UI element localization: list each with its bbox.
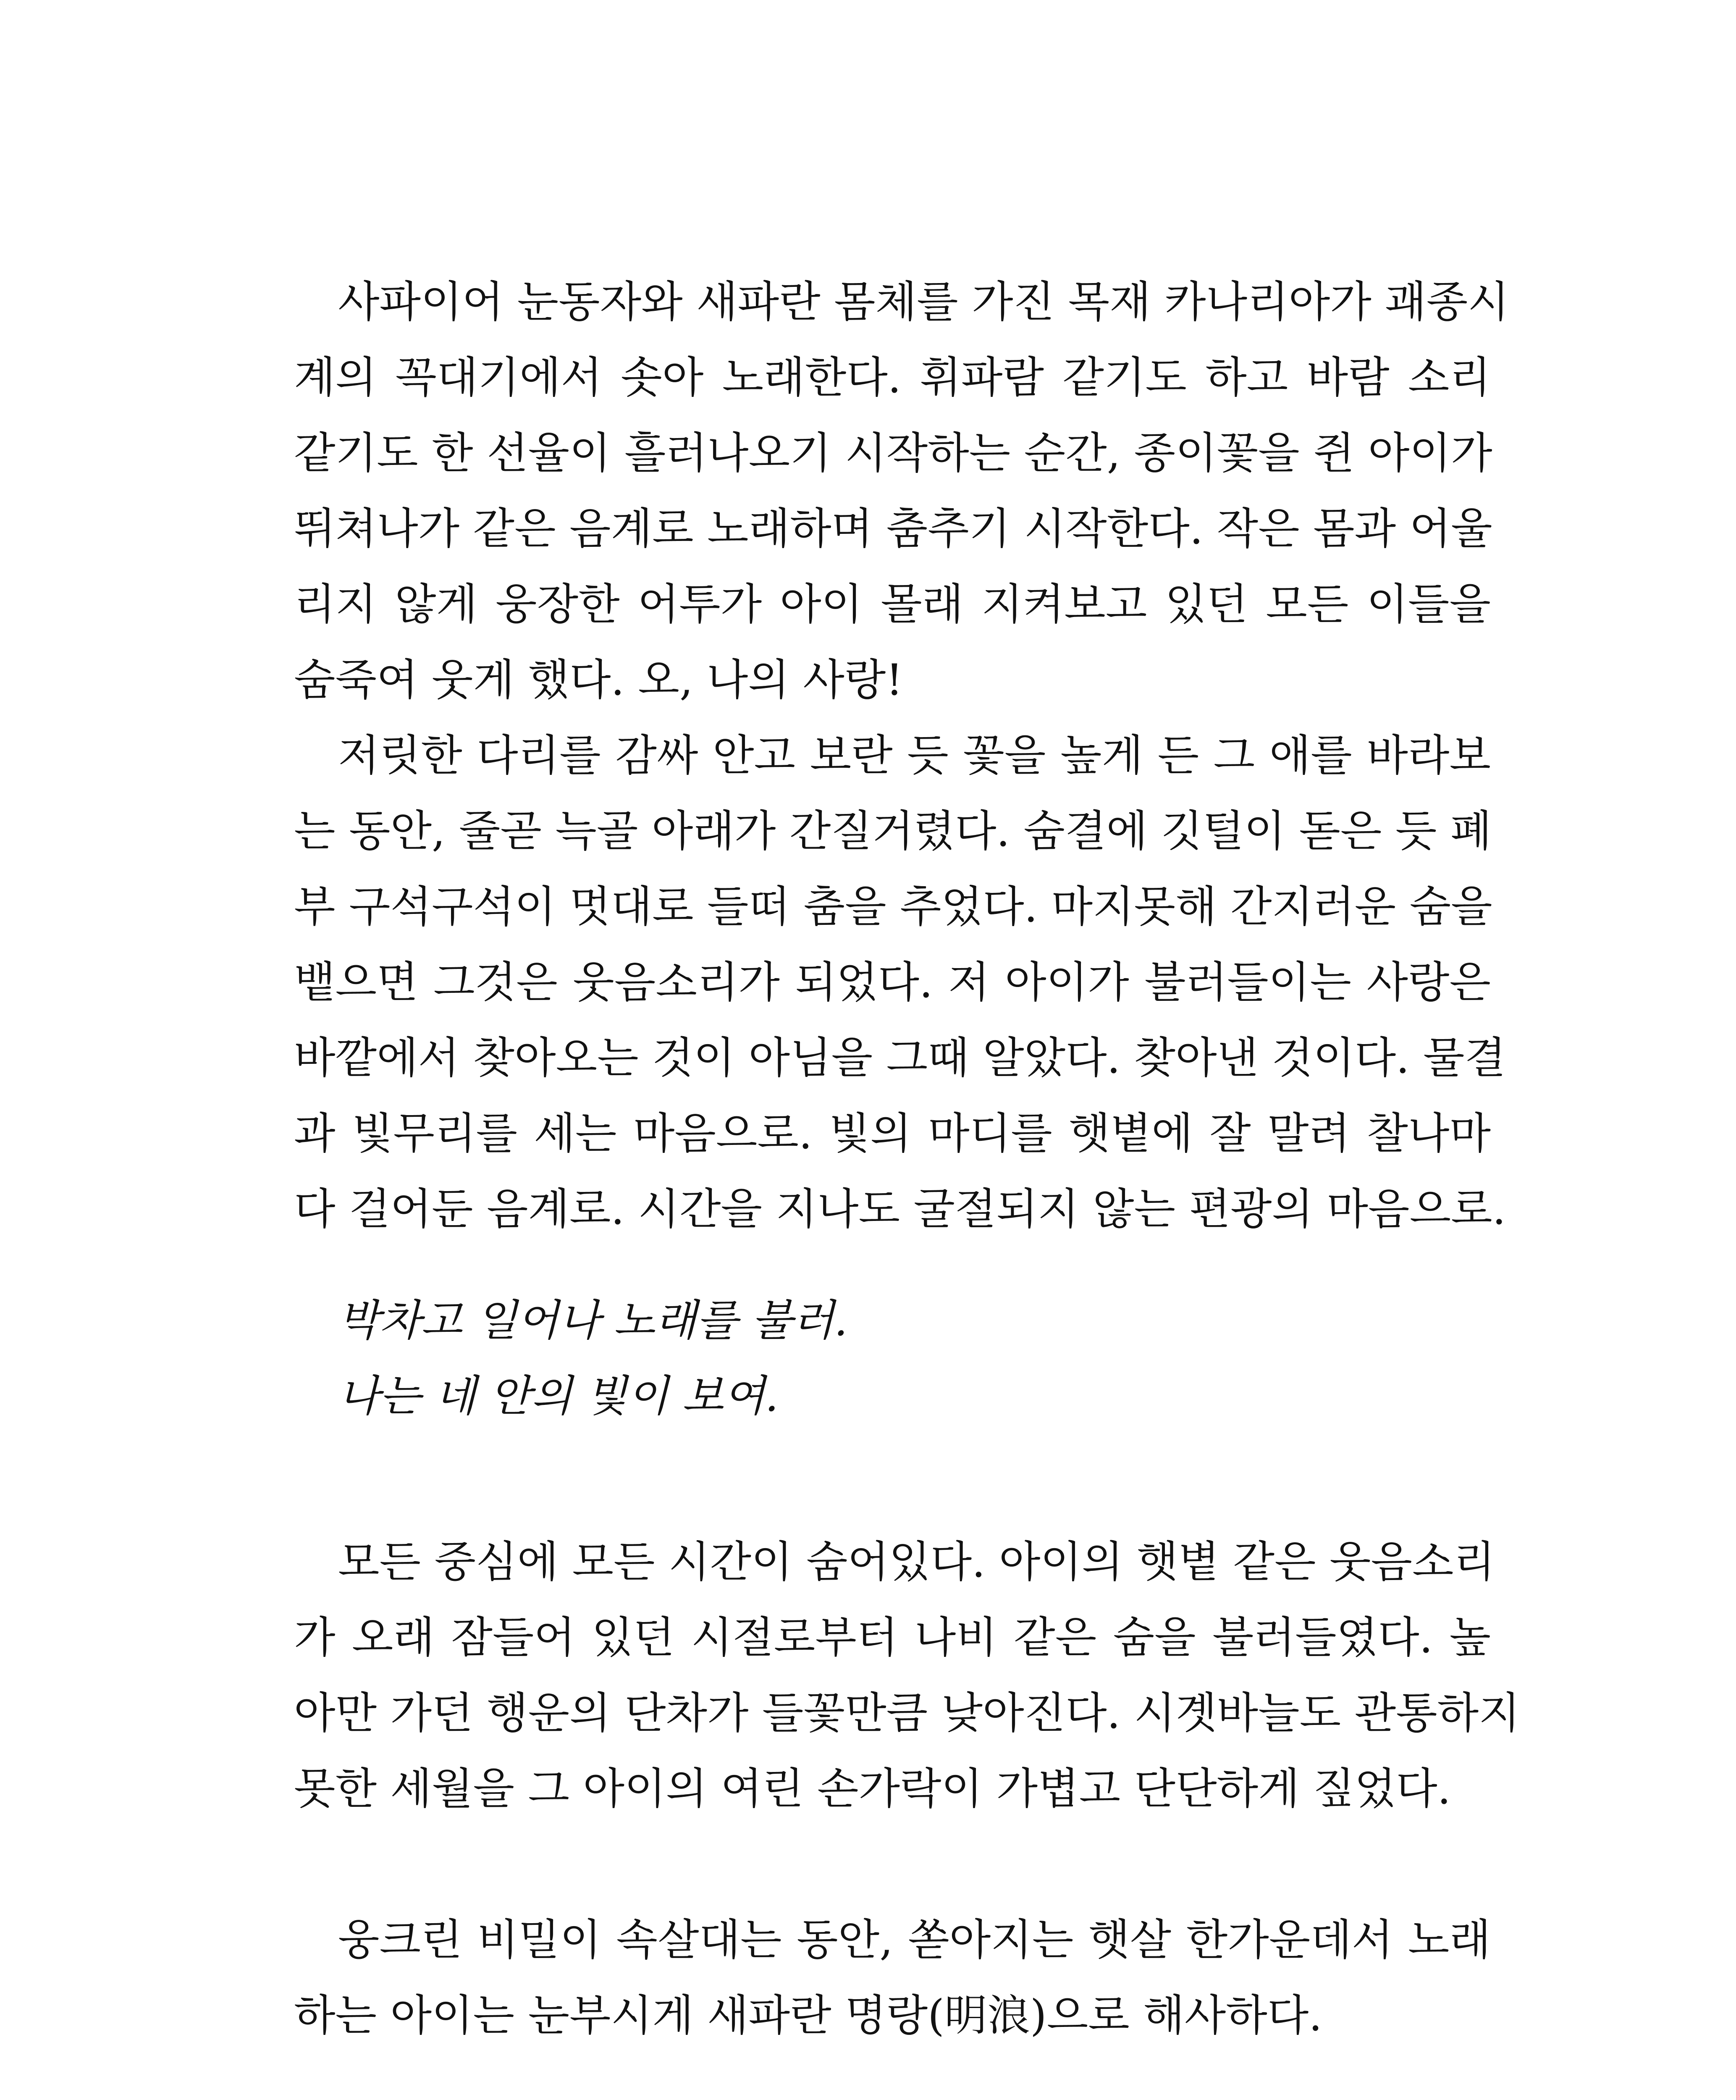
paragraph-line: 부 구석구석이 멋대로 들떠 춤을 추었다. 마지못해 간지러운 숨을 [294, 882, 1492, 932]
paragraph-line: 뛰쳐나가 같은 음계로 노래하며 춤추기 시작한다. 작은 몸과 어울 [294, 504, 1492, 554]
paragraph-line: 바깥에서 찾아오는 것이 아님을 그때 알았다. 찾아낸 것이다. 물결 [294, 1033, 1506, 1083]
paragraph-line: 숨죽여 웃게 했다. 오, 나의 사랑! [294, 655, 903, 705]
verse-line: 박차고 일어나 노래를 불러. [338, 1296, 848, 1346]
paragraph-2 [294, 718, 1506, 1247]
paragraph-line: 하는 아이는 눈부시게 새파란 명랑(明浪)으로 해사하다. [294, 1991, 1322, 2041]
paragraph-line: 웅크린 비밀이 속살대는 동안, 쏟아지는 햇살 한가운데서 노래 [338, 1915, 1491, 1965]
paragraph-line: 뱉으면 그것은 웃음소리가 되었다. 저 아이가 불러들이는 사랑은 [294, 958, 1491, 1008]
paragraph-line: 저릿한 다리를 감싸 안고 보란 듯 꽃을 높게 든 그 애를 바라보 [338, 731, 1491, 781]
paragraph-3 [294, 1525, 1520, 1827]
paragraph-line: 사파이어 눈동자와 새파란 몸체를 가진 목재 카나리아가 괘종시 [338, 277, 1509, 327]
paragraph-line: 리지 않게 웅장한 어투가 아이 몰래 지켜보고 있던 모든 이들을 [294, 580, 1491, 630]
paragraph-line: 계의 꼭대기에서 솟아 노래한다. 휘파람 같기도 하고 바람 소리 [294, 353, 1491, 403]
paragraph-line: 모든 중심에 모든 시간이 숨어있다. 아이의 햇볕 같은 웃음소리 [338, 1537, 1495, 1587]
verse-line: 나는 네 안의 빛이 보여. [338, 1371, 779, 1421]
paragraph-1 [294, 265, 1509, 718]
paragraph-line: 못한 세월을 그 아이의 여린 손가락이 가볍고 단단하게 짚었다. [294, 1764, 1451, 1814]
paragraph-line: 아만 가던 행운의 단차가 들꽃만큼 낮아진다. 시곗바늘도 관통하지 [294, 1688, 1520, 1738]
verse [338, 1283, 1388, 1434]
paragraph-line: 과 빛무리를 세는 마음으로. 빛의 마디를 햇볕에 잘 말려 찰나마 [294, 1109, 1491, 1159]
paragraph-line: 가 오래 잠들어 있던 시절로부터 나비 같은 숨을 불러들였다. 높 [294, 1613, 1491, 1663]
paragraph-4 [294, 1903, 1491, 2054]
paragraph-line: 다 걸어둔 음계로. 시간을 지나도 굴절되지 않는 편광의 마음으로. [294, 1184, 1506, 1234]
paragraph-line: 는 동안, 줄곧 늑골 아래가 간질거렸다. 숨결에 깃털이 돋은 듯 폐 [294, 806, 1492, 856]
paragraph-line: 같기도 한 선율이 흘러나오기 시작하는 순간, 종이꽃을 쥔 아이가 [294, 428, 1492, 478]
